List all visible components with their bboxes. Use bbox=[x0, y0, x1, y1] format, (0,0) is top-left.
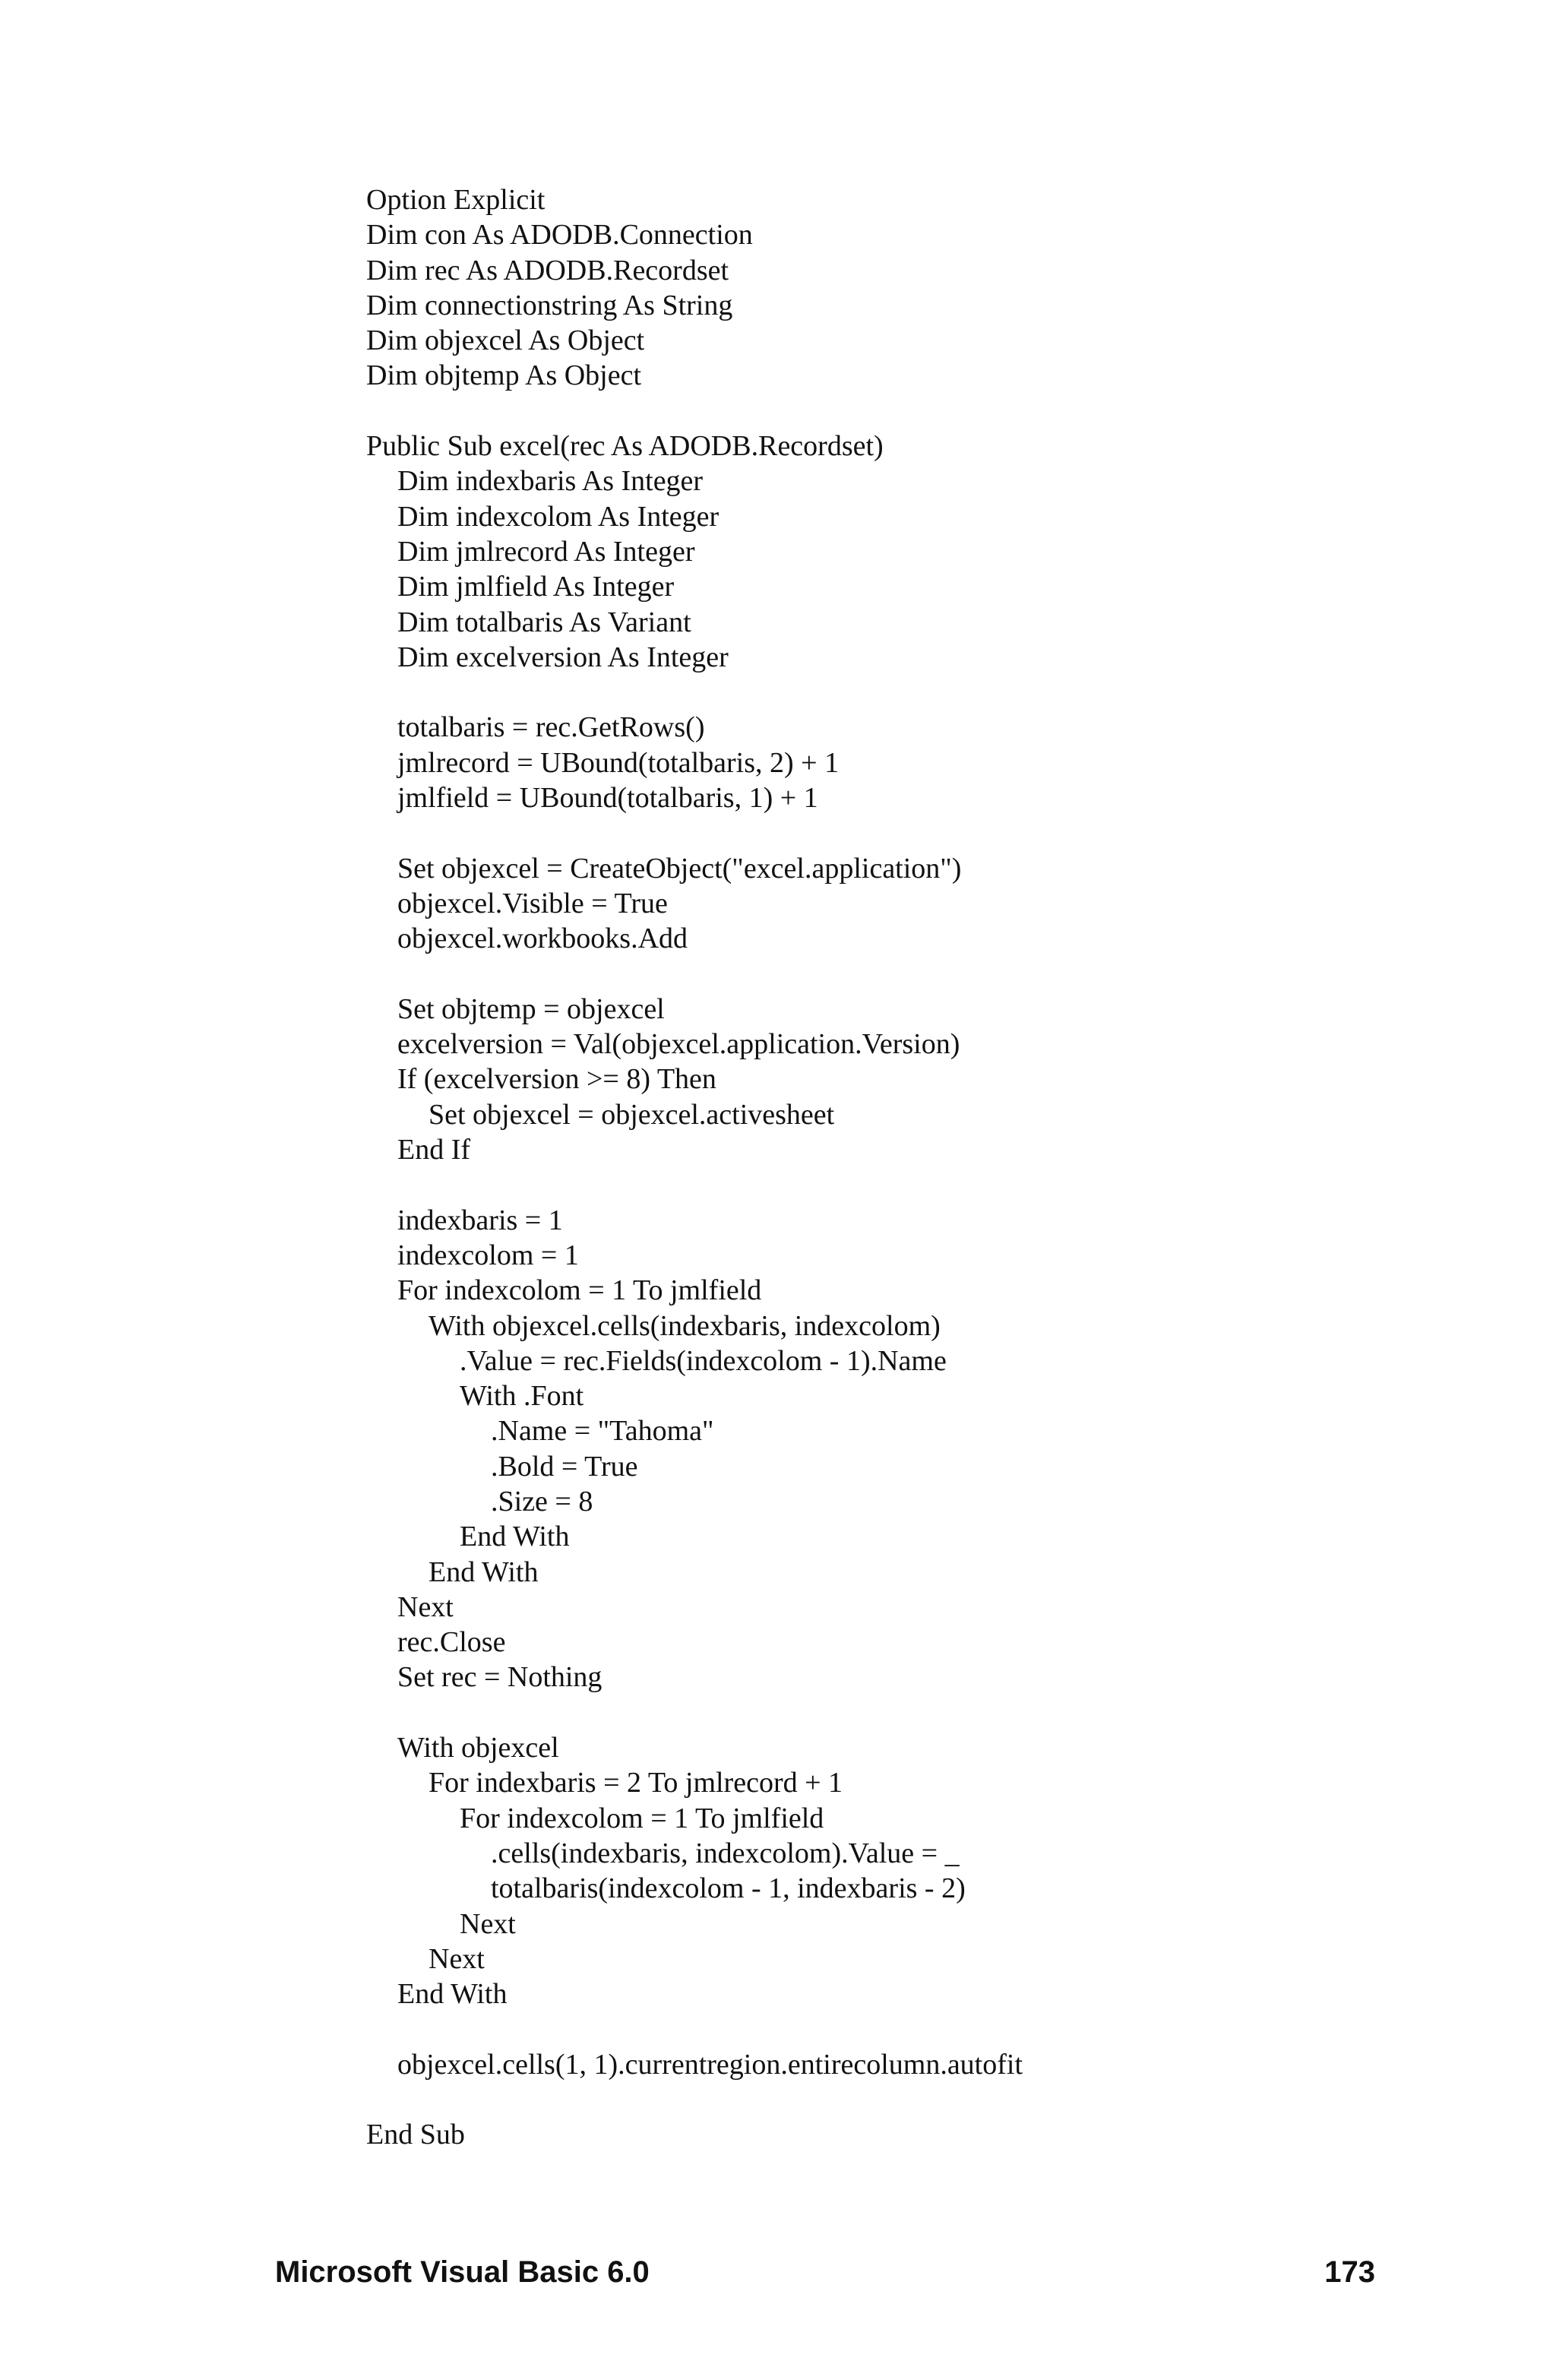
code-line: totalbaris = rec.GetRows() bbox=[397, 711, 705, 744]
code-line: .cells(indexbaris, indexcolom).Value = _ bbox=[491, 1837, 960, 1869]
page-number: 173 bbox=[1324, 2255, 1375, 2289]
book-title: Microsoft Visual Basic 6.0 bbox=[275, 2255, 650, 2289]
code-line: Dim jmlrecord As Integer bbox=[397, 535, 695, 568]
code-line: .Name = "Tahoma" bbox=[491, 1415, 714, 1448]
code-line: Option Explicit bbox=[366, 184, 546, 216]
code-line: Dim connectionstring As String bbox=[366, 289, 733, 321]
code-line: Dim indexbaris As Integer bbox=[397, 465, 704, 498]
code-line: End With bbox=[460, 1521, 570, 1553]
code-line: Next bbox=[397, 1590, 454, 1623]
code-line: End With bbox=[429, 1556, 539, 1588]
code-line: With .Font bbox=[460, 1380, 584, 1413]
code-line: Set objexcel = CreateObject("excel.application") bbox=[397, 852, 962, 885]
blank-line bbox=[366, 2011, 1506, 2046]
code-line: jmlfield = UBound(totalbaris, 1) + 1 bbox=[397, 782, 818, 815]
code-line: indexcolom = 1 bbox=[397, 1239, 579, 1271]
code-line: With objexcel.cells(indexbaris, indexcolom) bbox=[429, 1309, 941, 1342]
code-line: Set objtemp = objexcel bbox=[397, 992, 665, 1025]
code-line: Dim totalbaris As Variant bbox=[397, 606, 691, 638]
code-line: Dim con As ADODB.Connection bbox=[366, 219, 753, 252]
blank-line bbox=[366, 2082, 1506, 2117]
blank-line bbox=[366, 675, 1506, 710]
code-line: For indexbaris = 2 To jmlrecord + 1 bbox=[429, 1767, 843, 1799]
code-line: Set objexcel = objexcel.activesheet bbox=[429, 1098, 835, 1131]
code-line: objexcel.workbooks.Add bbox=[397, 923, 688, 955]
code-line: Dim objexcel As Object bbox=[366, 324, 645, 357]
code-line: End With bbox=[397, 1978, 508, 2011]
code-line: For indexcolom = 1 To jmlfield bbox=[460, 1802, 824, 1834]
code-listing bbox=[366, 182, 1506, 2153]
code-line: excelversion = Val(objexcel.application.Version) bbox=[397, 1028, 960, 1061]
blank-line bbox=[366, 1695, 1506, 1730]
blank-line bbox=[366, 957, 1506, 992]
code-line: Next bbox=[429, 1942, 485, 1975]
code-line: End If bbox=[397, 1134, 471, 1166]
code-line: objexcel.cells(1, 1).currentregion.entirecolumn.autofit bbox=[397, 2048, 1023, 2081]
code-line: Dim rec As ADODB.Recordset bbox=[366, 254, 729, 286]
code-line: .Bold = True bbox=[491, 1450, 638, 1483]
code-line: End Sub bbox=[366, 2119, 465, 2151]
code-line: With objexcel bbox=[397, 1732, 559, 1764]
code-line: .Size = 8 bbox=[491, 1485, 593, 1518]
page-footer bbox=[275, 2255, 1375, 2301]
code-line: Set rec = Nothing bbox=[397, 1661, 602, 1694]
code-line: For indexcolom = 1 To jmlfield bbox=[397, 1274, 762, 1307]
code-line: jmlrecord = UBound(totalbaris, 2) + 1 bbox=[397, 746, 840, 779]
code-line: Public Sub excel(rec As ADODB.Recordset) bbox=[366, 430, 884, 463]
code-line: Dim indexcolom As Integer bbox=[397, 500, 719, 533]
blank-line bbox=[366, 1167, 1506, 1202]
code-line: If (excelversion >= 8) Then bbox=[397, 1063, 716, 1096]
code-line: Next bbox=[460, 1907, 516, 1940]
blank-line bbox=[366, 394, 1506, 429]
code-line: .Value = rec.Fields(indexcolom - 1).Name bbox=[460, 1344, 947, 1377]
code-line: indexbaris = 1 bbox=[397, 1204, 563, 1236]
code-line: Dim jmlfield As Integer bbox=[397, 571, 675, 603]
blank-line bbox=[366, 815, 1506, 850]
code-line: totalbaris(indexcolom - 1, indexbaris - 2) bbox=[491, 1872, 966, 1905]
code-line: Dim excelversion As Integer bbox=[397, 641, 729, 673]
code-line: objexcel.Visible = True bbox=[397, 887, 668, 919]
code-line: rec.Close bbox=[397, 1626, 506, 1659]
code-line: Dim objtemp As Object bbox=[366, 359, 642, 392]
